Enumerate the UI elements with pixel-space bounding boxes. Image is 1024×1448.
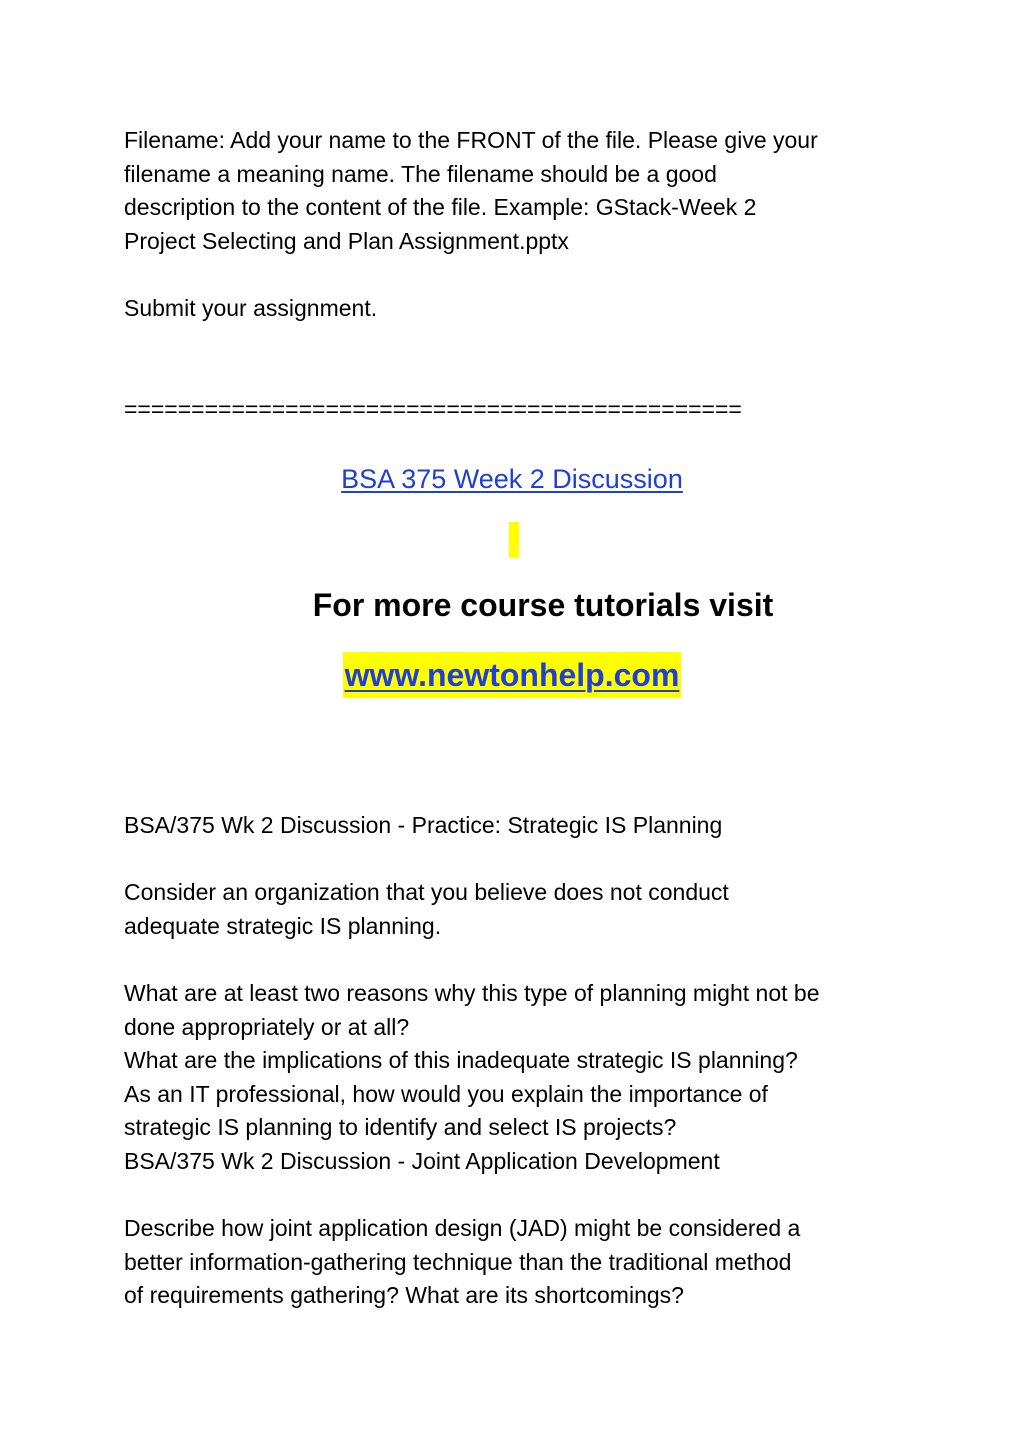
question-line-3: What are the implications of this inadequate strategic IS planning? — [124, 1047, 798, 1074]
question-line-2: done appropriately or at all? — [124, 1013, 410, 1040]
submit-text: Submit your assignment. — [124, 295, 378, 321]
promo-site-paragraph — [0, 652, 1024, 705]
discussion1-intro — [124, 876, 914, 943]
filename-line-4: Project Selecting and Plan Assignment.pptx — [124, 227, 569, 254]
highlight-marker — [509, 522, 519, 558]
discussion2-line-1: Describe how joint application design (JAD) might be considered a — [124, 1215, 801, 1241]
discussion2-line-2: better information-gathering technique than the traditional method — [124, 1248, 792, 1275]
discussion2-body — [124, 1212, 914, 1313]
filename-line-2: filename a meaning name. The filename should be a good — [124, 160, 717, 187]
question-line-4: As an IT professional, how would you explain the importance of — [124, 1080, 768, 1107]
question-line-1: What are at least two reasons why this type of planning might not be — [124, 980, 820, 1006]
question-line-5: strategic IS planning to identify and select IS projects? — [124, 1114, 677, 1141]
discussion1-title-text: BSA/375 Wk 2 Discussion - Practice: Strategic IS Planning — [124, 812, 723, 838]
discussion2-line-3: of requirements gathering? What are its shortcomings? — [124, 1282, 684, 1309]
course-link[interactable]: BSA 375 Week 2 Discussion — [341, 464, 683, 494]
course-link-paragraph — [0, 462, 1024, 496]
discussion1-title — [124, 809, 914, 843]
discussion1-questions — [124, 977, 914, 1179]
discussion1-intro-line-2: adequate strategic IS planning. — [124, 912, 442, 939]
promo-heading: For more course tutorials visit — [312, 587, 774, 623]
separator-line: ============================================== — [124, 396, 742, 422]
discussion1-intro-line-1: Consider an organization that you believe does not conduct — [124, 879, 729, 905]
filename-line-3: description to the content of the file. Example: GStack-Week 2 — [124, 194, 757, 221]
filename-line-1: Filename: Add your name to the FRONT of the file. Please give your — [124, 127, 818, 153]
promo-site-link[interactable]: www.newtonhelp.com — [343, 652, 682, 698]
filename-instructions — [124, 124, 914, 258]
submit-instruction — [124, 292, 914, 326]
discussion2-title: BSA/375 Wk 2 Discussion - Joint Application Development — [124, 1147, 720, 1174]
